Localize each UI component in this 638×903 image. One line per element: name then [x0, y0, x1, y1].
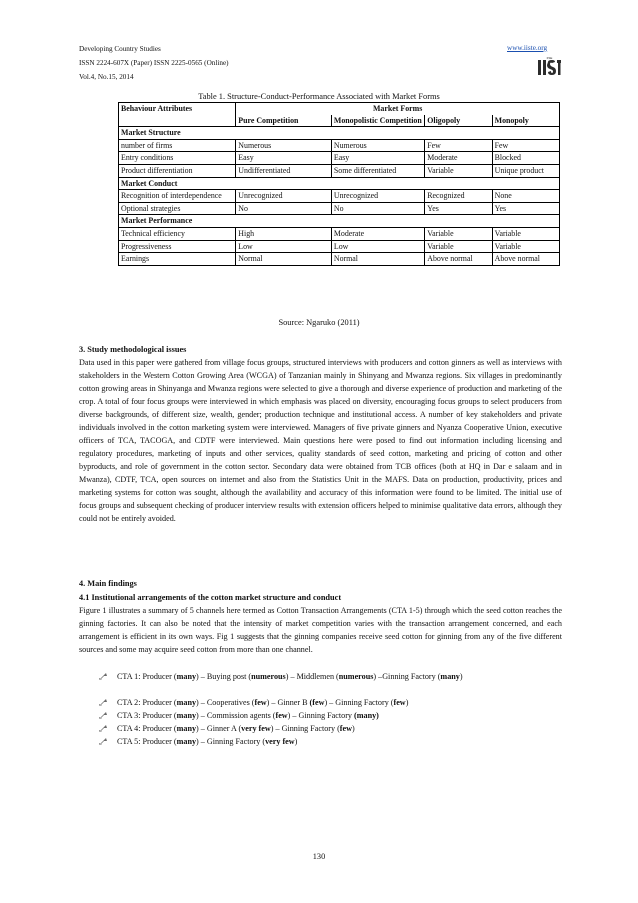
- table-row: [119, 152, 560, 165]
- table-cell: Undifferentiated: [236, 164, 332, 177]
- table-cell: Low: [331, 240, 424, 253]
- row-label: Optional strategies: [119, 202, 236, 215]
- section-4-1-body: Figure 1 illustrates a summary of 5 channels here termed as Cotton Transaction Arrangements (CTA 1-5) through which the seed cotton reaches the ginning factories. It can also be noted that the intensity of market competition varies with the transaction arrangement concerned, and each arrangement is efficient in its own ways. Fig 1 suggests that the ginning companies receive seed cotton for ginning from any of the five different sources and some may acquire seed cotton from more than one channel.: [79, 606, 562, 654]
- volume-line: Vol.4, No.15, 2014: [79, 73, 134, 81]
- table-row: [119, 164, 560, 177]
- table-caption: Table 1. Structure-Conduct-Performance Associated with Market Forms: [198, 92, 440, 101]
- row-label: Recognition of interdependence: [119, 190, 236, 203]
- table-cell: Unique product: [492, 164, 559, 177]
- row-label: Earnings: [119, 253, 236, 266]
- table-row: [119, 202, 560, 215]
- bullet-text: CTA 2: Producer (many) – Cooperatives (few) – Ginner B (few) – Ginning Factory (few): [117, 698, 409, 707]
- table-cell: High: [236, 227, 332, 240]
- table-cell: No: [331, 202, 424, 215]
- table-cell: Moderate: [425, 152, 492, 165]
- table-cell: Normal: [331, 253, 424, 266]
- table-cell: Numerous: [331, 139, 424, 152]
- page-number: 130: [312, 852, 326, 861]
- column-header: Monopolistic Competition: [331, 115, 424, 127]
- issn-line: ISSN 2224-607X (Paper) ISSN 2225-0565 (Online): [79, 59, 229, 67]
- table-header-row: [119, 103, 560, 115]
- table-cell: Few: [492, 139, 559, 152]
- column-header: Monopoly: [492, 115, 559, 127]
- section-3-body: Data used in this paper were gathered from village focus groups, structured interviews with producers and cotton ginners as well as interviews with stakeholders in the Western Cotton Growing Area (WCGA) of Tanzanian mainly in Shinyang and Mwanza regions. Six villages in predominantly cotton growing areas in Shinyanga and Mwanza regions were selected to give a thorough and diverse experience of production and marketing of the crop. A total of four focus groups were interviewed in which emphasis was placed on diversity, encouraging focus groups to select producers from diverse backgrounds, of different size, wealth, gender; production technique and institutional access. A number of key stakeholders and private individuals involved in the cotton marketing system were interviewed. Managers of five private ginners and Nyanza Cooperative Union, executive officers of TCA, TACOGA, and CDTF were interviewed. Main questions here were posed to find out information including licensing and regulatory procedures, marketing of inputs and other services, quality standards of seed cotton, marketing and pricing of cotton and other byproducts, and role of government in the cotton sector. Secondary data were obtained from TCB offices (both at HQ in Dar e salaam and in Mwanza), CDTF, TCA, open sources on internet and also from the Statistics Unit in the MAFS. Data on production, productivity, prices and marketing systems for cotton was sought, although the availability and accuracy of this information were found to be limited. The initial use of focus groups and subsequent checking of producer interview results with extension officers helped to minimise qualitative data errors, although they could not be entirely avoided.: [79, 358, 562, 523]
- section-title-conduct: Market Conduct: [119, 177, 560, 190]
- table-cell: Variable: [425, 227, 492, 240]
- table-cell: Yes: [425, 202, 492, 215]
- table-cell: Few: [425, 139, 492, 152]
- arrow-bullet-icon: [98, 724, 108, 733]
- section-4-1-heading: 4.1 Institutional arrangements of the cotton market structure and conduct: [79, 593, 342, 602]
- table-cell: Unrecognized: [236, 190, 332, 203]
- arrow-bullet-icon: [98, 698, 108, 707]
- table-row: [119, 227, 560, 240]
- column-header: Pure Competition: [236, 115, 332, 127]
- section-title-performance: Market Performance: [119, 215, 560, 228]
- journal-url-link[interactable]: www.iiste.org: [507, 44, 548, 52]
- table-cell: Variable: [492, 240, 559, 253]
- table-cell: Numerous: [236, 139, 332, 152]
- journal-name: Developing Country Studies: [79, 45, 161, 53]
- arrow-bullet-icon: [98, 737, 108, 746]
- table-cell: Above normal: [425, 253, 492, 266]
- bullet-text: CTA 5: Producer (many) – Ginning Factory (very few): [117, 737, 298, 746]
- table-cell: Recognized: [425, 190, 492, 203]
- arrow-bullet-icon: [98, 672, 108, 681]
- section-3-heading: 3. Study methodological issues: [79, 345, 187, 354]
- table-cell: Low: [236, 240, 332, 253]
- logo-text: IISE: [546, 56, 553, 60]
- table-source: Source: Ngaruko (2011): [278, 318, 360, 327]
- bullet-text: CTA 1: Producer (many) – Buying post (numerous) – Middlemen (numerous) –Ginning Factory (many): [117, 672, 463, 681]
- table-row: [119, 253, 560, 266]
- iiste-logo-icon: [536, 56, 563, 77]
- bullet-text: CTA 4: Producer (many) – Ginner A (very few) – Ginning Factory (few): [117, 724, 355, 733]
- arrow-bullet-icon: [98, 711, 108, 720]
- row-label: number of firms: [119, 139, 236, 152]
- market-forms-header: Market Forms: [236, 103, 560, 115]
- table-cell: Above normal: [492, 253, 559, 266]
- table-cell: No: [236, 202, 332, 215]
- row-label: Product differentiation: [119, 164, 236, 177]
- table-row: [119, 139, 560, 152]
- bullet-text: CTA 3: Producer (many) – Commission agents (few) – Ginning Factory (many): [117, 711, 379, 720]
- section-4-heading: 4. Main findings: [79, 579, 137, 588]
- table-cell: Easy: [331, 152, 424, 165]
- corner-header: Behaviour Attributes: [119, 103, 236, 127]
- table-cell: Moderate: [331, 227, 424, 240]
- table-cell: Variable: [492, 227, 559, 240]
- row-label: Technical efficiency: [119, 227, 236, 240]
- row-label: Entry conditions: [119, 152, 236, 165]
- table-cell: Yes: [492, 202, 559, 215]
- table-cell: Variable: [425, 240, 492, 253]
- table-cell: Normal: [236, 253, 332, 266]
- row-label: Progressiveness: [119, 240, 236, 253]
- table-cell: None: [492, 190, 559, 203]
- table-row: [119, 240, 560, 253]
- table-row: [119, 190, 560, 203]
- column-header: Oligopoly: [425, 115, 492, 127]
- section-title-structure: Market Structure: [119, 127, 560, 140]
- table-cell: Blocked: [492, 152, 559, 165]
- table-cell: Some differentiated: [331, 164, 424, 177]
- scp-table: [118, 102, 560, 266]
- table-cell: Easy: [236, 152, 332, 165]
- table-cell: Unrecognized: [331, 190, 424, 203]
- table-cell: Variable: [425, 164, 492, 177]
